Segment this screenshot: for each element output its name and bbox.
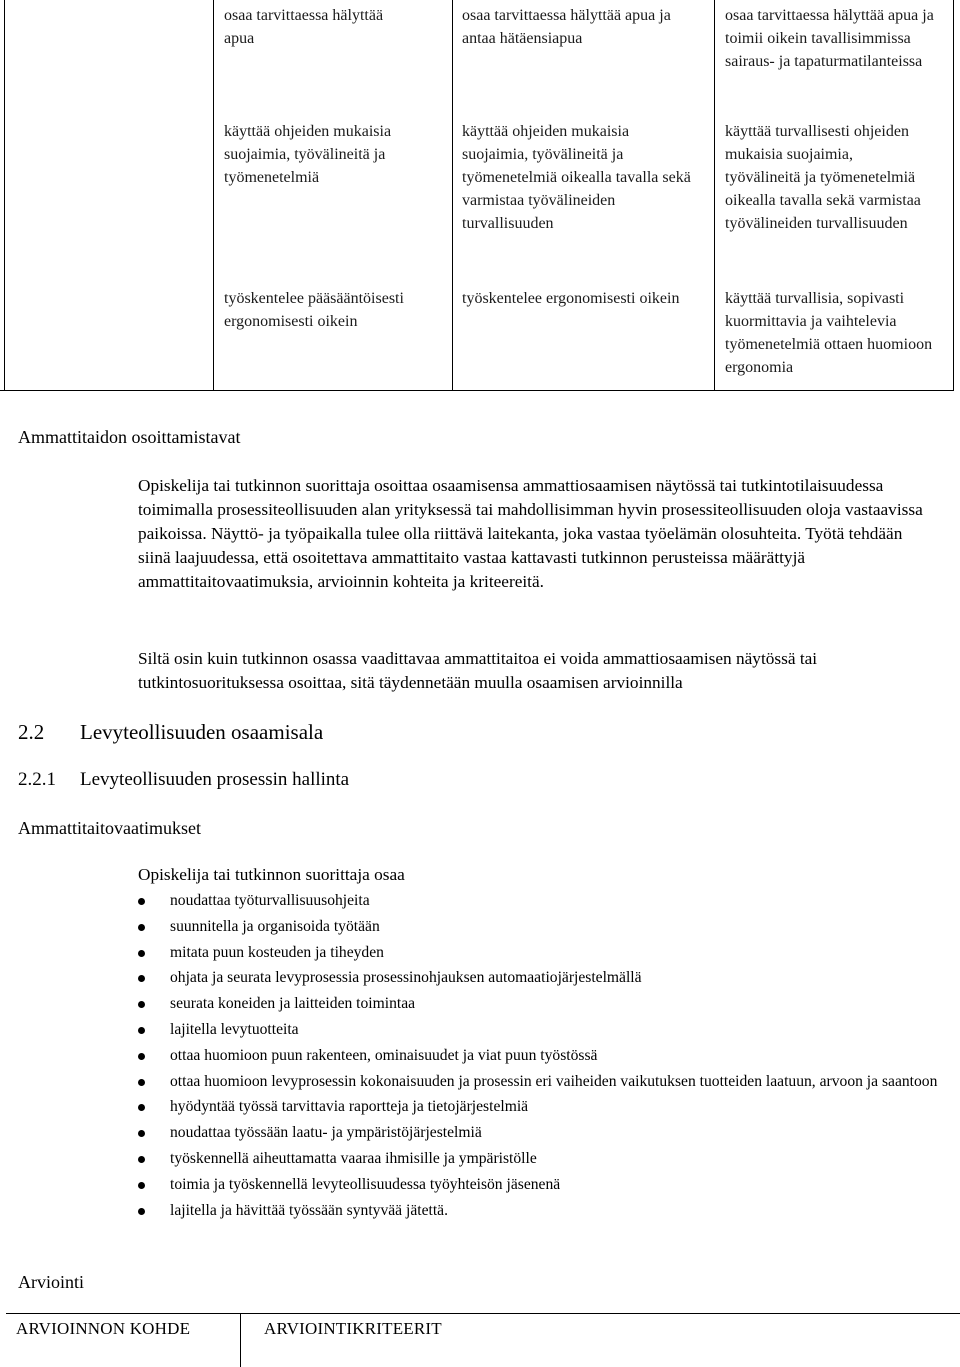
bullet-icon [138, 950, 145, 957]
bullet-icon [138, 898, 145, 905]
table-cell: käyttää ohjeiden mukaisia suojaimia, työvälineitä ja työmenetelmiä oikealla tavalla sekä varmistaa työvälineiden turvallisuuden [462, 123, 691, 232]
table-cell: käyttää turvallisesti ohjeiden mukaisia suojaimia, työvälineitä ja työmenetelmiä oikealla tavalla sekä varmistaa työvälineiden turvallisuuden [725, 123, 921, 232]
section-number: 2.2 [18, 720, 45, 744]
list-item [138, 889, 938, 912]
bullet-icon [138, 1156, 145, 1163]
table-column-divider [714, 0, 715, 390]
column-header-criteria: ARVIOINTIKRITEERIT [264, 1319, 442, 1338]
table-border-left [4, 0, 5, 390]
list-item [138, 1095, 938, 1118]
table-cell: käyttää turvallisia, sopivasti kuormittavia ja vaihtelevia työmenetelmiä ottaen huomioon ergonomia [725, 290, 933, 376]
section-heading [18, 719, 323, 745]
demonstration-paragraph: Siltä osin kuin tutkinnon osassa vaadittavaa ammattitaitoa ei voida ammattiosaamisen näytössä tai tutkintosuorituksessa osoittaa, sitä täydennetään muulla osaamisen arvioinnilla [138, 649, 818, 692]
list-item [138, 1173, 938, 1196]
criteria-table [0, 0, 954, 391]
list-item-text: ottaa huomioon levyprosessin kokonaisuuden ja prosessin eri vaiheiden vaikutuksen tuotteiden laatuun, arvoon ja saantoon [170, 1072, 938, 1090]
column-header-target: ARVIOINNON KOHDE [16, 1319, 191, 1338]
list-item-text: lajitella ja hävittää työssään syntyvää jätettä. [170, 1201, 448, 1219]
list-item-text: työskennellä aiheuttamatta vaaraa ihmisille ja ympäristölle [170, 1149, 537, 1167]
list-item-text: toimia ja työskennellä levyteollisuudessa työyhteisön jäsenenä [170, 1175, 561, 1193]
list-item-text: ottaa huomioon puun rakenteen, ominaisuudet ja viat puun työstössä [170, 1046, 598, 1064]
list-item [138, 1147, 938, 1170]
list-item [138, 966, 938, 989]
table-border-right [953, 0, 954, 390]
bullet-icon [138, 1001, 145, 1008]
list-item [138, 941, 938, 964]
table-cell: työskentelee ergonomisesti oikein [462, 290, 680, 307]
bullet-icon [138, 1027, 145, 1034]
table-border-top [6, 1313, 960, 1314]
table-cell: osaa tarvittaessa hälyttää apua ja antaa hätäensiapua [462, 7, 671, 47]
table-cell: työskentelee pääsääntöisesti ergonomisesti oikein [224, 290, 404, 330]
bullet-icon [138, 1079, 145, 1086]
list-item-text: noudattaa työturvallisuusohjeita [170, 892, 370, 909]
list-item [138, 1121, 938, 1144]
bullet-icon [138, 1104, 145, 1111]
requirements-heading: Ammattitaitovaatimukset [18, 818, 201, 838]
list-item-text: seurata koneiden ja laitteiden toimintaa [170, 995, 416, 1013]
subsection-number: 2.2.1 [18, 769, 56, 790]
table-column-divider [213, 0, 214, 390]
list-item [138, 1199, 938, 1222]
table-column-divider [240, 1313, 241, 1367]
list-item [138, 1018, 938, 1041]
list-item [138, 1070, 938, 1093]
table-cell: käyttää ohjeiden mukaisia suojaimia, työvälineitä ja työmenetelmiä [224, 123, 392, 186]
subsection-heading [18, 768, 349, 792]
bullet-icon [138, 1130, 145, 1137]
requirements-list [138, 889, 938, 1224]
list-item [138, 1044, 938, 1067]
table-cell: osaa tarvittaessa hälyttää apua ja toimii oikein tavallisimmissa sairaus- ja tapaturmatilanteissa [725, 7, 934, 70]
subsection-title: Levyteollisuuden prosessin hallinta [80, 769, 350, 790]
list-item-text: lajitella levytuotteita [170, 1020, 299, 1038]
demonstration-heading: Ammattitaidon osoittamistavat [18, 427, 241, 447]
list-item-text: hyödyntää työssä tarvittavia raportteja ja tietojärjestelmiä [170, 1098, 529, 1116]
requirements-intro: Opiskelija tai tutkinnon suorittaja osaa [138, 865, 405, 884]
table-cell: osaa tarvittaessa hälyttää apua [224, 7, 384, 47]
bullet-icon [138, 1182, 145, 1189]
demonstration-paragraph: Opiskelija tai tutkinnon suorittaja osoittaa osaamisensa ammattiosaamisen näytössä tai tutkintotilaisuudessa toimimalla prosessiteollisuuden alan yrityksessä tai mahdollisimman hyvin prosessiteollisuuden oloja vastaavissa paikoissa. Näyttö- ja työpaikalla tulee olla riittävä laitekanta, joka vastaa työelämän olosuhteita. Työtä tehdään siinä laajuudessa, että osoitettava ammattitaito vastaa kattavasti tutkinnon perusteissa määrättyjä ammattitaitovaatimuksia, arvioinnin kohteita ja kriteereitä. [138, 476, 923, 591]
table-column-divider [452, 0, 453, 390]
list-item-text: mitata puun kosteuden ja tiheyden [170, 943, 384, 961]
list-item [138, 915, 938, 938]
bullet-icon [138, 924, 145, 931]
section-title: Levyteollisuuden osaamisala [80, 720, 324, 744]
bullet-icon [138, 1053, 145, 1060]
list-item-text: noudattaa työssään laatu- ja ympäristöjärjestelmiä [170, 1124, 482, 1142]
bullet-icon [138, 1208, 145, 1215]
list-item [138, 992, 938, 1015]
list-item-text: ohjata ja seurata levyprosessia prosessinohjauksen automaatiojärjestelmällä [170, 969, 642, 987]
list-item-text: suunnitella ja organisoida työtään [170, 917, 380, 935]
assessment-heading: Arviointi [18, 1272, 84, 1292]
bullet-icon [138, 975, 145, 982]
assessment-table [0, 1313, 960, 1367]
